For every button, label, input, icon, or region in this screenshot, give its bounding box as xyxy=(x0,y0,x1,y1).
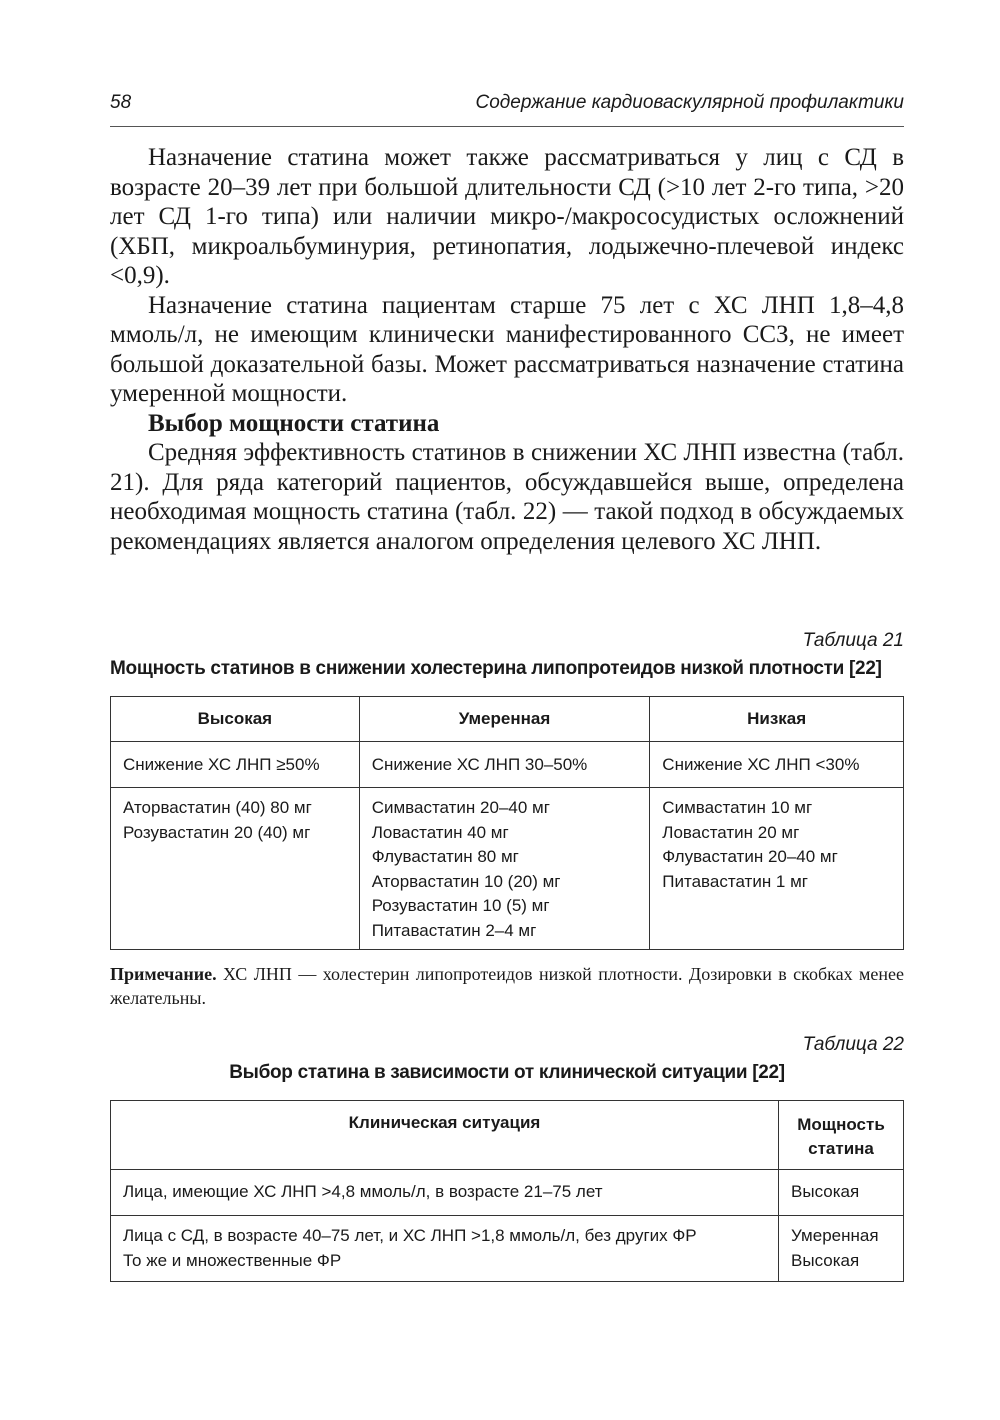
note-label: Примечание. xyxy=(110,964,217,984)
power-line: Умеренная xyxy=(791,1226,879,1245)
table22-situation-cell xyxy=(111,1170,779,1216)
drug-item: Ловастатин 40 мг xyxy=(371,822,509,842)
note-text: ХС ЛНП — холестерин липопротеидов низкой плотности. Дозировки в скобках менее желательны. xyxy=(110,964,904,1008)
paragraph-3: Средняя эффективность статинов в снижении ХС ЛНП известна (табл. 21). Для ряда категорий пациентов, обсуждавшейся выше, определена необходимая мощность статина (табл. 22) — такой подход в обсуждаемых рекомендациях является аналогом определения целевого ХС ЛНП. xyxy=(110,439,904,555)
table22-header-power xyxy=(779,1101,904,1170)
header-power-line: Мощность xyxy=(797,1115,885,1134)
table21-reduction-row xyxy=(111,742,904,788)
table21-label: Таблица 21 xyxy=(802,630,904,651)
drug-item: Симвастатин 10 мг xyxy=(662,798,813,817)
drug-item: Розувастатин 20 (40) мг xyxy=(123,822,311,842)
table21-reduction-moderate: Снижение ХС ЛНП 30–50% xyxy=(359,742,650,788)
table21 xyxy=(110,696,904,950)
paragraph-2: Назначение статина пациентам старше 75 лет с ХС ЛНП 1,8–4,8 ммоль/л, не имеющим клинически манифестированного ССЗ, не имеет большой доказательной базы. Может рассматриваться назначение статина умеренной мощности. xyxy=(110,291,904,407)
power-line: Высокая xyxy=(791,1182,860,1202)
table22-situation-cell xyxy=(111,1216,779,1282)
drug-item: Аторвастатин (40) 80 мг xyxy=(123,798,312,817)
body-text xyxy=(110,143,904,556)
drug-item: Питавастатин 2–4 мг xyxy=(371,920,537,940)
table22-title: Выбор статина в зависимости от клинической ситуации [22] xyxy=(229,1062,785,1083)
table21-drugs-moderate xyxy=(359,788,650,950)
table21-note xyxy=(110,962,904,1010)
situation-line: Лица с СД, в возрасте 40–75 лет, и ХС ЛНП >1,8 ммоль/л, без других ФР xyxy=(123,1226,697,1245)
situation-line: То же и множественные ФР xyxy=(123,1250,342,1270)
power-line: Высокая xyxy=(791,1250,860,1270)
table21-header-row xyxy=(111,697,904,742)
table21-drugs-low xyxy=(650,788,904,950)
table22-power-cell xyxy=(779,1170,904,1216)
drug-item: Ловастатин 20 мг xyxy=(662,822,800,842)
drug-item: Аторвастатин 10 (20) мг xyxy=(371,871,561,891)
paragraph-1: Назначение статина может также рассматриваться у лиц с СД в возрасте 20–39 лет при большой длительности СД (>10 лет 2-го типа, >20 лет СД 1-го типа) или наличии микро-/макрососудистых осложнений (ХБП, микроальбуминурия, ретинопатия, лодыжечно-плечевой индекс <0,9). xyxy=(110,144,904,289)
table22-row xyxy=(111,1216,904,1282)
table21-drugs-high xyxy=(111,788,360,950)
table22-label: Таблица 22 xyxy=(802,1034,904,1055)
drug-item: Флувастатин 20–40 мг xyxy=(662,847,838,866)
table22-header-situation: Клиническая ситуация xyxy=(111,1101,779,1170)
table21-title: Мощность статинов в снижении холестерина липопротеидов низкой плотности [22] xyxy=(110,658,882,679)
drug-item: Розувастатин 10 (5) мг xyxy=(371,896,550,915)
situation-line: Лица, имеющие ХС ЛНП >4,8 ммоль/л, в возрасте 21–75 лет xyxy=(123,1182,603,1202)
table22-header-row xyxy=(111,1101,904,1170)
drug-item: Симвастатин 20–40 мг xyxy=(371,798,550,817)
table21-drugs-row xyxy=(111,788,904,950)
table21-header-high: Высокая xyxy=(111,697,360,742)
table22-caption xyxy=(110,1034,904,1084)
page-header xyxy=(110,88,904,127)
table22-row xyxy=(111,1170,904,1216)
table21-header-low: Низкая xyxy=(650,697,904,742)
section-heading: Выбор мощности статина xyxy=(148,409,440,437)
running-title: Содержание кардиоваскулярной профилактики xyxy=(475,92,904,113)
page-number: 58 xyxy=(110,92,132,113)
table21-header-moderate: Умеренная xyxy=(359,697,650,742)
table21-reduction-high: Снижение ХС ЛНП ≥50% xyxy=(111,742,360,788)
table21-reduction-low: Снижение ХС ЛНП <30% xyxy=(650,742,904,788)
table22-power-cell xyxy=(779,1216,904,1282)
table21-caption xyxy=(110,630,904,680)
header-power-line: статина xyxy=(808,1139,874,1158)
drug-item: Питавастатин 1 мг xyxy=(662,871,808,891)
table22 xyxy=(110,1100,904,1282)
drug-item: Флувастатин 80 мг xyxy=(371,847,519,866)
